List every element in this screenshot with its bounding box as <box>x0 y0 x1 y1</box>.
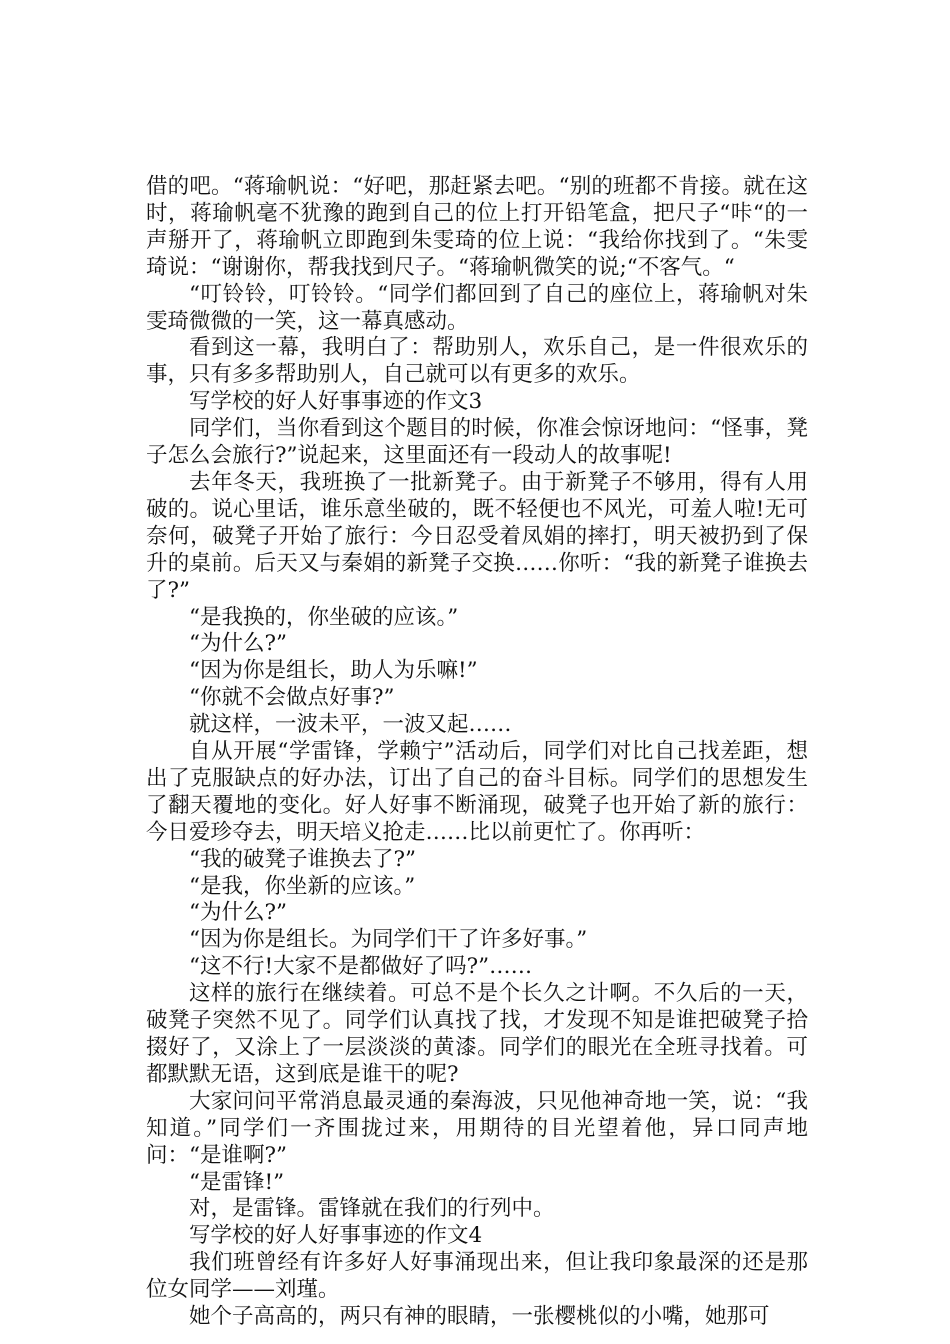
dialogue-line: “我的破凳子谁换去了?” <box>189 846 417 872</box>
dialogue-line: “为什么?” <box>189 631 288 657</box>
dialogue-line: “因为你是组长，助人为乐嘛!” <box>189 658 478 684</box>
section-heading: 写学校的好人好事事迹的作文4 <box>189 1223 483 1249</box>
paragraph: 去年冬天，我班换了一批新凳子。由于新凳子不够用，得有人用破的。说心里话，谁乐意坐破的，既不轻便也不风光，可羞人啦!无可奈何，破凳子开始了旅行：今日忍受着凤娟的摔打，明天被扔到了保升的桌前。后天又与秦娟的新凳子交换……你听：“我的新凳子谁换去了?” <box>146 469 808 603</box>
paragraph: 我们班曾经有许多好人好事涌现出来，但让我印象最深的还是那位女同学——刘瑾。 <box>146 1250 808 1303</box>
paragraph: 她个子高高的，两只有神的眼睛，一张樱桃似的小嘴，她那可 <box>189 1304 770 1330</box>
dialogue-line: “这不行!大家不是都做好了吗?”…… <box>189 954 533 980</box>
paragraph: 看到这一幕，我明白了：帮助别人，欢乐自己，是一件很欢乐的事，只有多多帮助别人，自己就可以有更多的欢乐。 <box>146 335 808 388</box>
paragraph: 对，是雷锋。雷锋就在我们的行列中。 <box>189 1196 555 1222</box>
paragraph: 就这样，一波未平，一波又起…… <box>189 712 512 738</box>
paragraph: 自从开展“学雷锋，学赖宁”活动后，同学们对比自己找差距，想出了克服缺点的好办法，订出了自己的奋斗目标。同学们的思想发生了翻天覆地的变化。好人好事不断涌现，破凳子也开始了新的旅行：今日爱珍夺去，明天培义抢走……比以前更忙了。你再听： <box>146 739 808 845</box>
paragraph: 借的吧。“蒋瑜帆说：“好吧，那赶紧去吧。“别的班都不肯接。就在这时，蒋瑜帆毫不犹豫的跑到自己的位上打开铅笔盒，把尺子“咔“的一声掰开了，蒋瑜帆立即跑到朱雯琦的位上说：“我给你找到了。“朱雯琦说：“谢谢你，帮我找到尺子。“蒋瑜帆微笑的说;“不客气。“ <box>146 174 808 280</box>
dialogue-line: “是我换的，你坐破的应该。” <box>189 604 459 630</box>
dialogue-line: “你就不会做点好事?” <box>189 685 395 711</box>
paragraph: 同学们，当你看到这个题目的时候，你准会惊讶地问：“怪事，凳子怎么会旅行?”说起来，这里面还有一段动人的故事呢! <box>146 416 808 469</box>
paragraph: “叮铃铃，叮铃铃。“同学们都回到了自己的座位上，蒋瑜帆对朱雯琦微微的一笑，这一幕真感动。 <box>146 281 808 334</box>
paragraph: 这样的旅行在继续着。可总不是个长久之计啊。不久后的一天，破凳子突然不见了。同学们认真找了找，才发现不知是谁把破凳子拾掇好了，又涂上了一层淡淡的黄漆。同学们的眼光在全班寻找着。可都默默无语，这到底是谁干的呢? <box>146 981 808 1087</box>
document-body <box>146 174 808 1331</box>
paragraph: 大家问问平常消息最灵通的秦海波，只见他神奇地一笑，说：“我知道。”同学们一齐围拢过来，用期待的目光望着他，异口同声地问：“是谁啊?” <box>146 1088 808 1168</box>
dialogue-line: “是我，你坐新的应该。” <box>189 873 416 899</box>
dialogue-line: “为什么?” <box>189 900 288 926</box>
section-heading: 写学校的好人好事事迹的作文3 <box>189 389 483 415</box>
dialogue-line: “是雷锋!” <box>189 1169 285 1195</box>
dialogue-line: “因为你是组长。为同学们干了许多好事。” <box>189 927 588 953</box>
